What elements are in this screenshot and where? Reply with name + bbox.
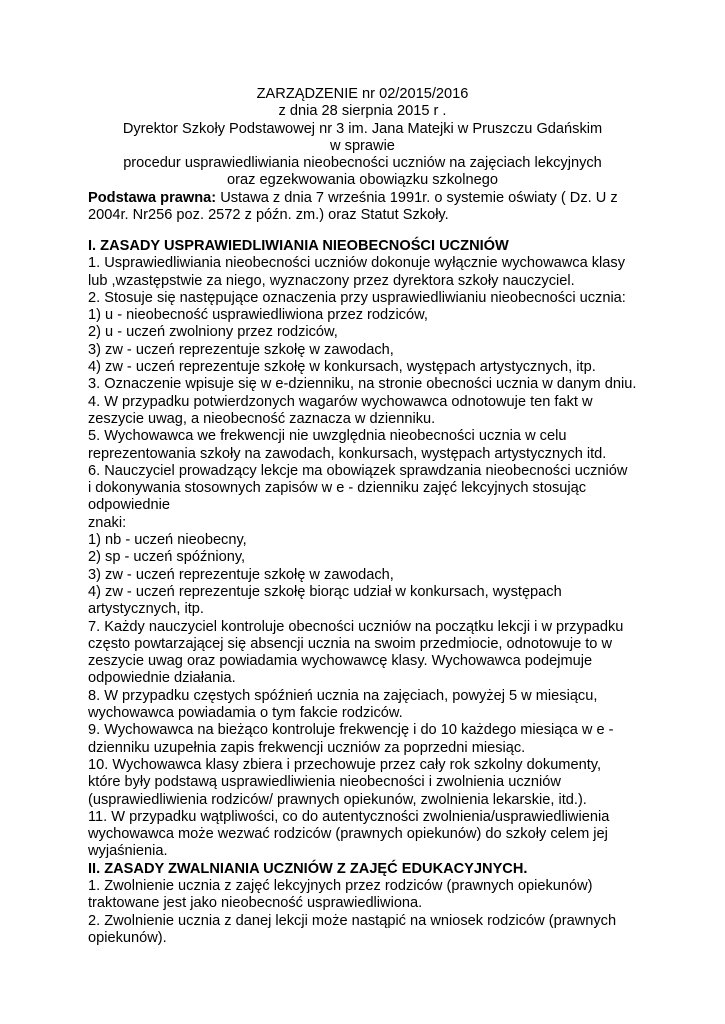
- paragraph-line: 10. Wychowawca klasy zbiera i przechowuje przez cały rok szkolny dokumenty,: [88, 756, 602, 773]
- section-1-content: [88, 255, 668, 860]
- legal-basis-text-continued: 2004r. Nr256 poz. 2572 z późn. zm.) oraz Statut Szkoły.: [88, 207, 449, 224]
- paragraph-line: 4) zw - uczeń reprezentuje szkołę w konkursach, występach artystycznych, itp.: [88, 359, 596, 376]
- paragraph-line: zeszycie uwag oraz powiadamia wychowawcę klasy. Wychowawca podejmuje: [88, 653, 593, 670]
- paragraph-line: 3. Oznaczenie wpisuje się w e-dzienniku, na stronie obecności ucznia w danym dniu.: [88, 376, 637, 393]
- paragraph-line: 3) zw - uczeń reprezentuje szkołę w zawodach,: [88, 566, 394, 583]
- paragraph-line: 4. W przypadku potwierdzonych wagarów wychowawca odnotowuje ten fakt w: [88, 393, 593, 410]
- paragraph-line: które były podstawą usprawiedliwienia nieobecności i zwolnienia uczniów: [88, 774, 561, 791]
- section-2-heading: II. ZASADY ZWALNIANIA UCZNIÓW Z ZAJĘĆ EDUKACYJNYCH.: [88, 860, 528, 877]
- paragraph-line: 2) sp - uczeń spóźniony,: [88, 549, 246, 566]
- document-header: [60, 86, 665, 190]
- paragraph-line: 1. Zwolnienie ucznia z zajęć lekcyjnych przez rodziców (prawnych opiekunów): [88, 877, 593, 894]
- paragraph-line: 7. Każdy nauczyciel kontroluje obecności uczniów na początku lekcji i w przypadku: [88, 618, 624, 635]
- document-issuer: Dyrektor Szkoły Podstawowej nr 3 im. Jana Matejki w Pruszczu Gdańskim: [122, 120, 603, 137]
- paragraph-line: dzienniku uzupełnia zapis frekwencji uczniów za poprzedni miesiąc.: [88, 739, 526, 756]
- legal-basis: [88, 190, 668, 225]
- paragraph-line: odpowiednie działania.: [88, 670, 236, 687]
- section-2-content: [88, 878, 668, 947]
- paragraph-line: 8. W przypadku częstych spóźnień ucznia na zajęciach, powyżej 5 w miesiącu,: [88, 687, 598, 704]
- paragraph-line: artystycznych, itp.: [88, 601, 204, 618]
- paragraph-line: znaki:: [88, 514, 127, 531]
- paragraph-line: traktowane jest jako nieobecność usprawiedliwiona.: [88, 895, 423, 912]
- subject-line-2: oraz egzekwowania obowiązku szkolnego: [227, 172, 498, 189]
- section-1-heading: I. ZASADY USPRAWIEDLIWIANIA NIEOBECNOŚCI UCZNIÓW: [88, 238, 509, 254]
- paragraph-line: 2) u - uczeń zwolniony przez rodziców,: [88, 324, 338, 341]
- paragraph-line: lub ,wzastępstwie za niego, wyznaczony przez dyrektora szkoły nauczyciel.: [88, 272, 575, 289]
- document-date: z dnia 28 sierpnia 2015 r .: [278, 103, 447, 120]
- paragraph-line: 6. Nauczyciel prowadzący lekcje ma obowiązek sprawdzania nieobecności uczniów: [88, 462, 628, 479]
- paragraph-line: reprezentowania szkoły na zawodach, konkursach, występach artystycznych itd.: [88, 445, 607, 462]
- paragraph-line: 3) zw - uczeń reprezentuje szkołę w zawodach,: [88, 341, 394, 358]
- paragraph-line: odpowiednie: [88, 497, 170, 514]
- paragraph-line: 1) u - nieobecność usprawiedliwiona przez rodziców,: [88, 307, 428, 324]
- paragraph-line: 4) zw - uczeń reprezentuje szkołę biorąc udział w konkursach, występach: [88, 583, 562, 600]
- paragraph-line: i dokonywania stosownych zapisów w e - dzienniku zajęć lekcyjnych stosując: [88, 480, 587, 497]
- paragraph-line: zeszycie uwag, a nieobecność zaznacza w dzienniku.: [88, 410, 436, 427]
- paragraph-line: 1) nb - uczeń nieobecny,: [88, 532, 247, 549]
- subject-intro: w sprawie: [330, 137, 395, 154]
- paragraph-line: wychowawca powiadamia o tym fakcie rodziców.: [88, 705, 403, 722]
- paragraph-line: 2. Stosuje się następujące oznaczenia przy usprawiedliwianiu nieobecności ucznia:: [88, 289, 626, 306]
- document-title: ZARZĄDZENIE nr 02/2015/2016: [256, 86, 469, 102]
- paragraph-line: 5. Wychowawca we frekwencji nie uwzględnia nieobecności ucznia w celu: [88, 428, 567, 445]
- paragraph-line: wyjaśnienia.: [88, 843, 168, 860]
- legal-basis-text: Ustawa z dnia 7 września 1991r. o systemie oświaty ( Dz. U z: [216, 190, 618, 206]
- paragraph-line: (usprawiedliwienia rodziców/ prawnych opiekunów, zwolnienia lekarskie, itd.).: [88, 791, 587, 808]
- subject-line-1: procedur usprawiedliwiania nieobecności uczniów na zajęciach lekcyjnych: [123, 155, 602, 172]
- paragraph-line: 9. Wychowawca na bieżąco kontroluje frekwencję i do 10 każdego miesiąca w e -: [88, 722, 614, 739]
- document-body: [88, 238, 668, 947]
- paragraph-line: 11. W przypadku wątpliwości, co do autentyczności zwolnienia/usprawiedliwienia: [88, 808, 610, 825]
- paragraph-line: 1. Usprawiedliwiania nieobecności uczniów dokonuje wyłącznie wychowawca klasy: [88, 255, 625, 272]
- paragraph-line: 2. Zwolnienie ucznia z danej lekcji może nastąpić na wniosek rodziców (prawnych: [88, 912, 617, 929]
- paragraph-line: opiekunów).: [88, 929, 167, 946]
- paragraph-line: często powtarzającej się absencji ucznia na swoim przedmiocie, odnotowuje to w: [88, 635, 613, 652]
- paragraph-line: wychowawca może wezwać rodziców (prawnych opiekunów) do szkoły celem jej: [88, 826, 608, 843]
- legal-basis-label: Podstawa prawna:: [88, 190, 217, 206]
